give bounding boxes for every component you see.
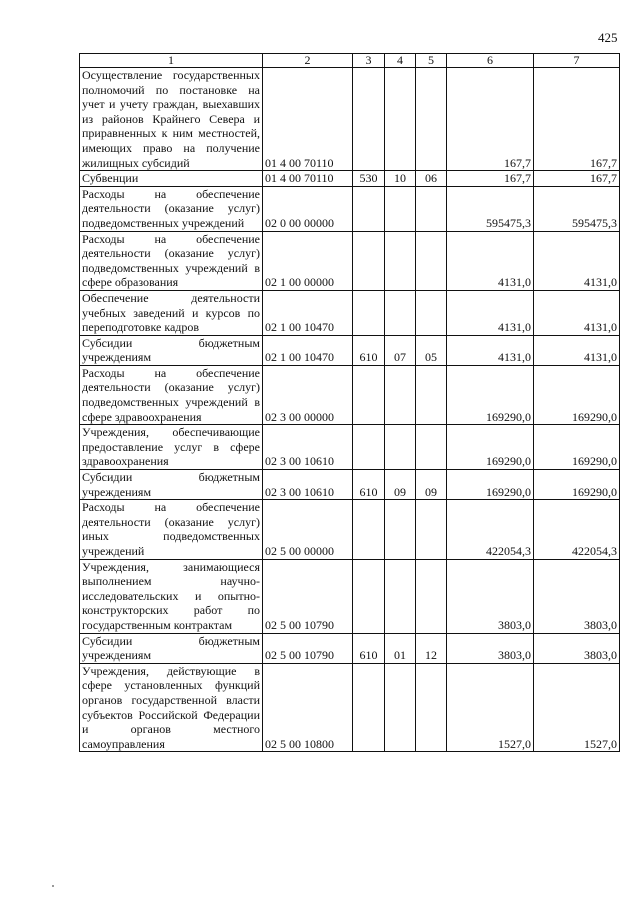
amount-cell-col7: 1527,0 <box>534 663 620 752</box>
budget-table <box>79 53 620 752</box>
target-code-cell: 02 3 00 00000 <box>263 365 353 424</box>
amount-cell-col7: 169290,0 <box>534 425 620 470</box>
expense-type-cell <box>353 663 385 752</box>
amount-cell-col7: 167,7 <box>534 171 620 187</box>
subsection-cell <box>416 500 447 559</box>
expense-type-cell: 610 <box>353 633 385 663</box>
page-number: 425 <box>598 30 618 45</box>
table-row <box>80 633 620 663</box>
amount-cell-col7: 3803,0 <box>534 559 620 633</box>
scan-speck <box>52 885 54 887</box>
subsection-cell <box>416 559 447 633</box>
expense-name-cell: Учреждения, занимающиеся выполнением научно-исследовательских и опытно-конструкторских работ по государственным контрактам <box>80 559 263 633</box>
amount-cell-col6: 167,7 <box>447 171 534 187</box>
expense-type-cell <box>353 186 385 231</box>
expense-type-cell <box>353 231 385 290</box>
column-header: 6 <box>447 54 534 68</box>
subsection-cell <box>416 290 447 335</box>
subsection-cell <box>416 365 447 424</box>
expense-name-cell: Учреждения, обеспечивающие предоставление услуг в сфере здравоохранения <box>80 425 263 470</box>
section-cell <box>385 559 416 633</box>
amount-cell-col6: 4131,0 <box>447 290 534 335</box>
section-cell <box>385 290 416 335</box>
target-code-cell: 02 0 00 00000 <box>263 186 353 231</box>
target-code-cell: 02 1 00 10470 <box>263 335 353 365</box>
expense-type-cell <box>353 559 385 633</box>
table-row <box>80 559 620 633</box>
section-cell: 07 <box>385 335 416 365</box>
subsection-cell: 12 <box>416 633 447 663</box>
expense-name-cell: Субсидии бюджетным учреждениям <box>80 335 263 365</box>
table-row <box>80 365 620 424</box>
target-code-cell: 02 5 00 10790 <box>263 559 353 633</box>
table-row <box>80 335 620 365</box>
amount-cell-col6: 3803,0 <box>447 633 534 663</box>
amount-cell-col7: 3803,0 <box>534 633 620 663</box>
target-code-cell: 02 3 00 10610 <box>263 425 353 470</box>
amount-cell-col7: 595475,3 <box>534 186 620 231</box>
amount-cell-col7: 169290,0 <box>534 365 620 424</box>
amount-cell-col7: 169290,0 <box>534 470 620 500</box>
amount-cell-col7: 4131,0 <box>534 290 620 335</box>
expense-type-cell: 610 <box>353 470 385 500</box>
section-cell: 01 <box>385 633 416 663</box>
target-code-cell: 01 4 00 70110 <box>263 171 353 187</box>
expense-name-cell: Субвенции <box>80 171 263 187</box>
table-row <box>80 231 620 290</box>
subsection-cell: 05 <box>416 335 447 365</box>
expense-type-cell: 530 <box>353 171 385 187</box>
section-cell <box>385 186 416 231</box>
expense-type-cell <box>353 425 385 470</box>
column-header: 2 <box>263 54 353 68</box>
subsection-cell: 06 <box>416 171 447 187</box>
amount-cell-col6: 169290,0 <box>447 470 534 500</box>
section-cell <box>385 231 416 290</box>
section-cell <box>385 68 416 171</box>
target-code-cell: 02 1 00 10470 <box>263 290 353 335</box>
table-row <box>80 290 620 335</box>
table-row <box>80 663 620 752</box>
amount-cell-col6: 595475,3 <box>447 186 534 231</box>
section-cell <box>385 500 416 559</box>
expense-type-cell <box>353 290 385 335</box>
column-header: 5 <box>416 54 447 68</box>
amount-cell-col6: 169290,0 <box>447 425 534 470</box>
amount-cell-col6: 169290,0 <box>447 365 534 424</box>
section-cell: 10 <box>385 171 416 187</box>
subsection-cell <box>416 68 447 171</box>
amount-cell-col7: 167,7 <box>534 68 620 171</box>
amount-cell-col6: 1527,0 <box>447 663 534 752</box>
expense-name-cell: Расходы на обеспечение деятельности (оказание услуг) подведомственных учреждений в сфере здравоохранения <box>80 365 263 424</box>
target-code-cell: 02 5 00 10790 <box>263 633 353 663</box>
target-code-cell: 02 5 00 00000 <box>263 500 353 559</box>
table-row <box>80 500 620 559</box>
target-code-cell: 02 1 00 00000 <box>263 231 353 290</box>
target-code-cell: 02 3 00 10610 <box>263 470 353 500</box>
table-row <box>80 68 620 171</box>
amount-cell-col6: 3803,0 <box>447 559 534 633</box>
amount-cell-col6: 167,7 <box>447 68 534 171</box>
subsection-cell <box>416 425 447 470</box>
section-cell: 09 <box>385 470 416 500</box>
expense-name-cell: Расходы на обеспечение деятельности (оказание услуг) подведомственных учреждений в сфере образования <box>80 231 263 290</box>
amount-cell-col7: 422054,3 <box>534 500 620 559</box>
amount-cell-col6: 422054,3 <box>447 500 534 559</box>
table-header-row <box>80 54 620 68</box>
subsection-cell: 09 <box>416 470 447 500</box>
expense-type-cell <box>353 365 385 424</box>
expense-name-cell: Расходы на обеспечение деятельности (оказание услуг) иных подведомственных учреждений <box>80 500 263 559</box>
table-row <box>80 171 620 187</box>
amount-cell-col7: 4131,0 <box>534 231 620 290</box>
column-header: 1 <box>80 54 263 68</box>
target-code-cell: 01 4 00 70110 <box>263 68 353 171</box>
expense-type-cell <box>353 68 385 171</box>
subsection-cell <box>416 186 447 231</box>
table-row <box>80 425 620 470</box>
section-cell <box>385 663 416 752</box>
subsection-cell <box>416 663 447 752</box>
expense-name-cell: Субсидии бюджетным учреждениям <box>80 633 263 663</box>
expense-name-cell: Учреждения, действующие в сфере установленных функций органов государственной власти субъектов Российской Федерации и органов местного самоуправления <box>80 663 263 752</box>
section-cell <box>385 365 416 424</box>
column-header: 4 <box>385 54 416 68</box>
expense-name-cell: Обеспечение деятельности учебных заведений и курсов по переподготовке кадров <box>80 290 263 335</box>
expense-name-cell: Осуществление государственных полномочий по постановке на учет и учету граждан, выехавших из районов Крайнего Севера и приравненных к ним местностей, имеющих право на получение жилищных субсидий <box>80 68 263 171</box>
amount-cell-col6: 4131,0 <box>447 335 534 365</box>
amount-cell-col6: 4131,0 <box>447 231 534 290</box>
subsection-cell <box>416 231 447 290</box>
column-header: 3 <box>353 54 385 68</box>
table-row <box>80 470 620 500</box>
column-header: 7 <box>534 54 620 68</box>
expense-name-cell: Расходы на обеспечение деятельности (оказание услуг) подведомственных учреждений <box>80 186 263 231</box>
expense-type-cell <box>353 500 385 559</box>
amount-cell-col7: 4131,0 <box>534 335 620 365</box>
section-cell <box>385 425 416 470</box>
table-row <box>80 186 620 231</box>
target-code-cell: 02 5 00 10800 <box>263 663 353 752</box>
expense-name-cell: Субсидии бюджетным учреждениям <box>80 470 263 500</box>
expense-type-cell: 610 <box>353 335 385 365</box>
